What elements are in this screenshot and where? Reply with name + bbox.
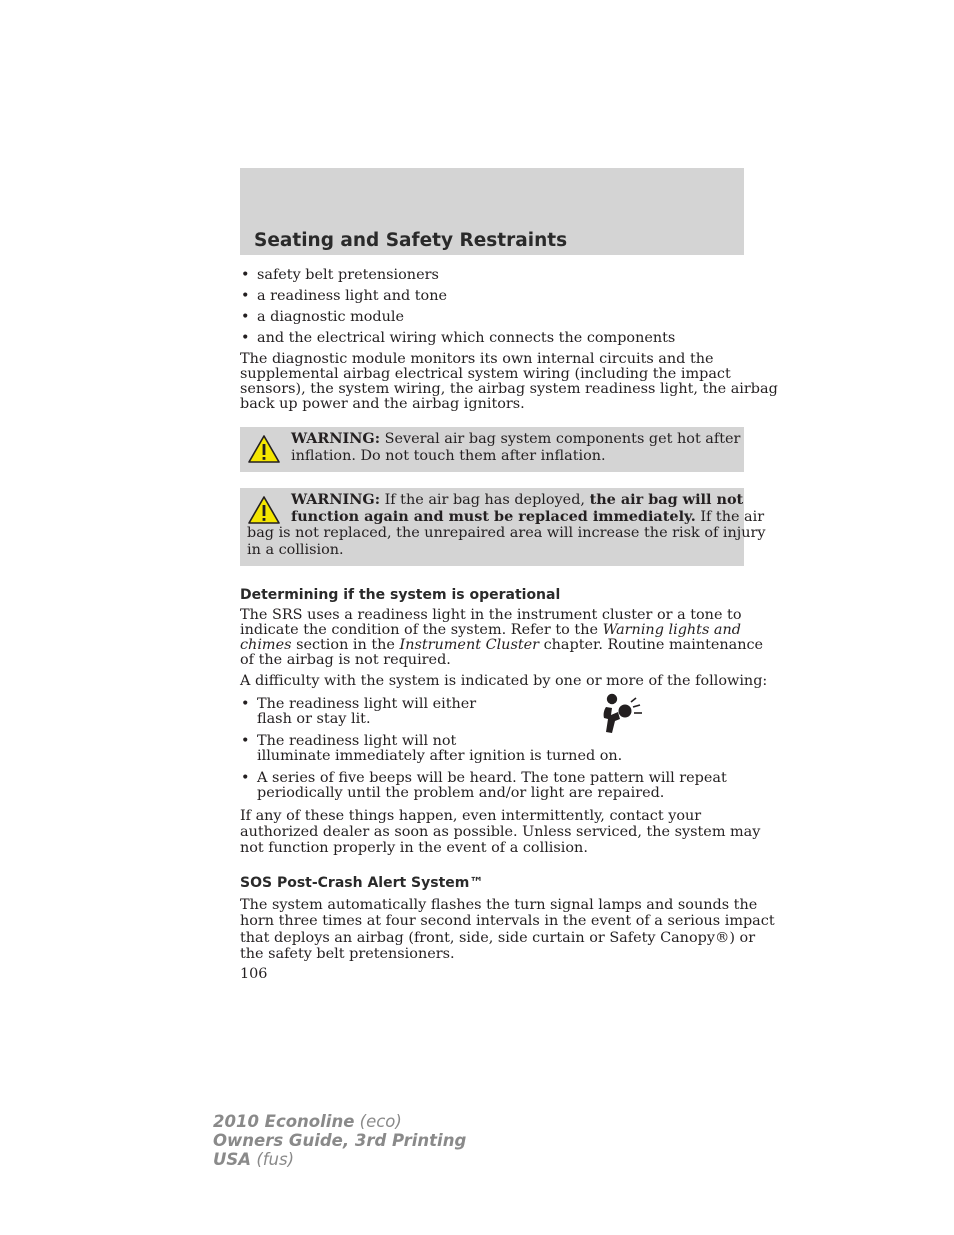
warning-bold-text: the air bag will not: [589, 491, 744, 508]
components-list: [240, 268, 744, 346]
warning-text: in a collision.: [247, 541, 344, 558]
text-line: illuminate immediately after ignition is turned on.: [257, 748, 623, 764]
warning-text: If the air bag has deployed,: [384, 492, 585, 508]
warning-label: WARNING:: [291, 491, 381, 508]
text-line: section in the: [296, 637, 395, 653]
footer-code: (fus): [256, 1150, 295, 1169]
text-line: The diagnostic module monitors its own internal circuits and the: [240, 351, 714, 367]
module-paragraph: [240, 351, 778, 412]
italic-reference: chimes: [240, 637, 292, 653]
footer-text: 2010 Econoline: [213, 1112, 355, 1131]
warning-label: WARNING:: [291, 430, 381, 447]
list-item: • a diagnostic module: [240, 310, 744, 325]
footer-edition: [213, 1112, 466, 1169]
text-line: The SRS uses a readiness light in the instrument cluster or a tone to: [240, 607, 742, 623]
text-line: horn three times at four second intervals in the event of a serious impact: [240, 913, 775, 930]
text-line: sensors), the system wiring, the airbag system readiness light, the airbag: [240, 381, 778, 397]
text-line: • The readiness light will either: [257, 696, 477, 712]
section-header-band: [240, 168, 744, 255]
text-line: If any of these things happen, even intermittently, contact your: [240, 808, 702, 824]
section-title: Seating and Safety Restraints: [254, 230, 568, 251]
warning-text: bag is not replaced, the unrepaired area will increase the risk of injury: [247, 525, 766, 541]
text-line: authorized dealer as soon as possible. Unless serviced, the system may: [240, 824, 761, 840]
text-line: that deploys an airbag (front, side, side curtain or Safety Canopy®) or: [240, 929, 756, 946]
text-line: supplemental airbag electrical system wiring (including the impact: [240, 366, 731, 382]
list-item: [240, 697, 744, 727]
text-line: flash or stay lit.: [257, 711, 371, 727]
list-item: [240, 734, 744, 764]
difficulty-paragraph: A difficulty with the system is indicated by one or more of the following:: [240, 673, 768, 689]
list-item: • and the electrical wiring which connects the components: [240, 331, 744, 346]
footer-text: USA: [213, 1150, 252, 1169]
text-line: • A series of five beeps will be heard. The tone pattern will repeat: [257, 770, 727, 786]
section-heading-operational: Determining if the system is operational: [240, 587, 561, 603]
warning-text: If the air: [700, 508, 765, 525]
page-number: 106: [240, 966, 268, 983]
text-line: chapter. Routine maintenance: [543, 637, 764, 653]
warning-text: Several air bag system components get hot after: [384, 431, 741, 447]
text-line: the safety belt pretensioners.: [240, 945, 455, 962]
dealer-paragraph: [240, 808, 761, 856]
warning-box-hot-components: [240, 427, 744, 472]
text-line: indicate the condition of the system. Refer to the: [240, 622, 598, 638]
srs-paragraph: [240, 607, 764, 668]
section-heading-sos: SOS Post-Crash Alert System™: [240, 875, 484, 891]
text-line: not function properly in the event of a collision.: [240, 840, 588, 856]
list-item: • safety belt pretensioners: [240, 268, 744, 283]
text-line: periodically until the problem and/or light are repaired.: [257, 785, 665, 801]
italic-reference: Warning lights and: [602, 622, 741, 638]
text-line: of the airbag is not required.: [240, 652, 451, 668]
text-line: • The readiness light will not: [257, 733, 457, 749]
list-item: • a readiness light and tone: [240, 289, 744, 304]
airbag-readiness-icon: [598, 692, 646, 736]
warning-triangle-icon: [247, 434, 281, 464]
italic-reference: Instrument Cluster: [399, 637, 540, 653]
warning-box-deployed: [240, 488, 766, 566]
footer-text: Owners Guide, 3rd Printing: [213, 1131, 467, 1150]
warning-triangle-icon: [247, 495, 281, 525]
sos-paragraph: [240, 897, 775, 962]
difficulty-list: [240, 697, 744, 801]
list-item: [240, 771, 744, 801]
warning-bold-text: function again and must be replaced immediately.: [291, 507, 696, 525]
warning-text: inflation. Do not touch them after inflation.: [291, 447, 606, 464]
footer-code: (eco): [359, 1112, 402, 1131]
text-line: The system automatically flashes the turn signal lamps and sounds the: [240, 897, 758, 913]
page-body: [240, 267, 778, 983]
text-line: back up power and the airbag ignitors.: [240, 396, 525, 412]
